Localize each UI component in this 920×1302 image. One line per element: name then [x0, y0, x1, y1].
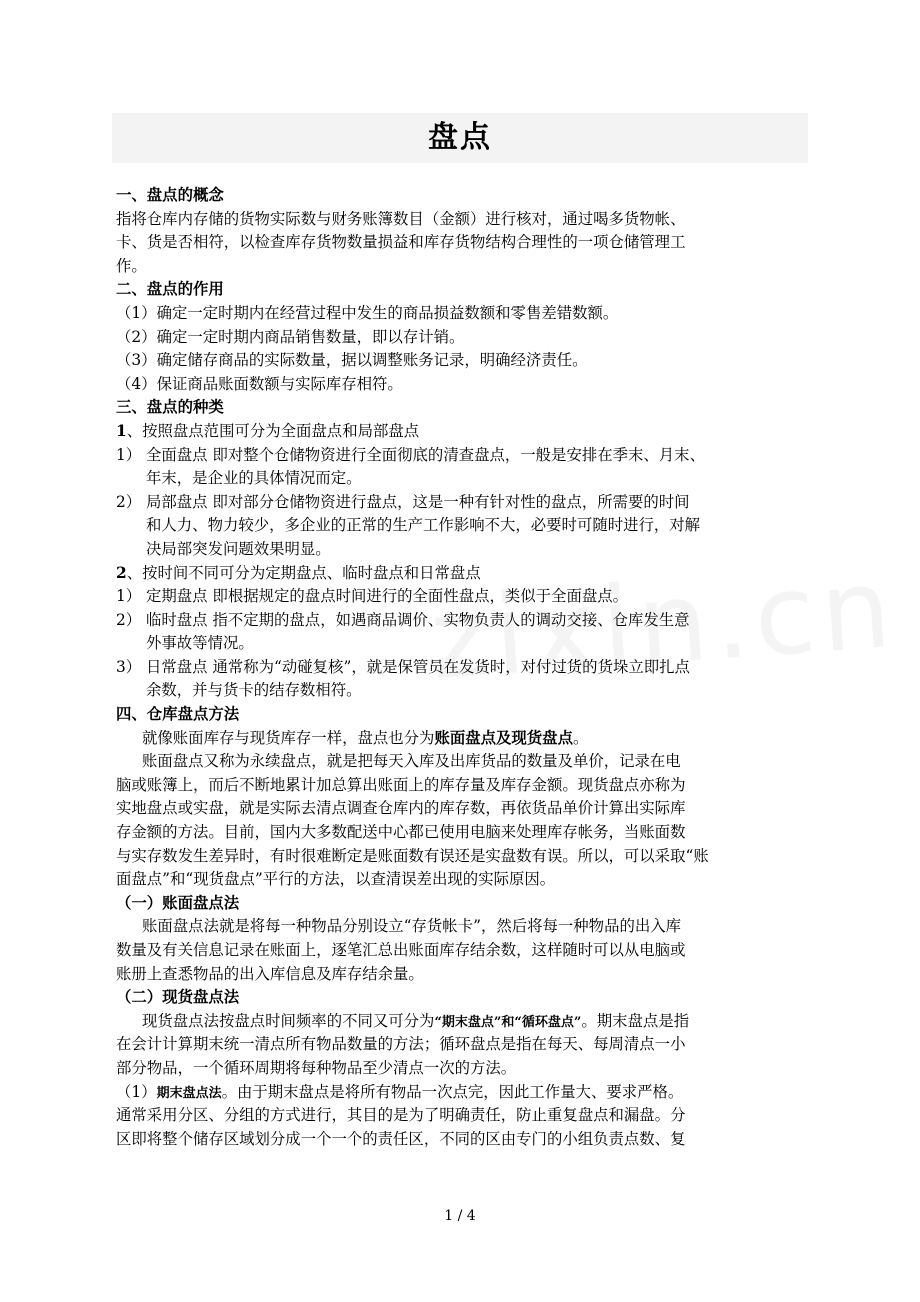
item-text: 局部盘点 即对部分仓储物资进行盘点，这是一种有针对性的盘点，所需要的时间: [146, 492, 690, 511]
item-text: 年末，是企业的具体情况而定。: [146, 469, 362, 488]
section-heading: 三、盘点的种类: [116, 398, 224, 417]
paragraph-line: 存金额的方法。目前，国内大多数配送中心都已使用电脑来处理库存帐务，当账面数: [116, 823, 686, 842]
section-heading: 一、盘点的概念: [116, 186, 224, 204]
item-number: 1）: [116, 445, 142, 464]
paragraph-line: 数量及有关信息记录在账面上，逐笔汇总出账面库存结余数，这样随时可以从电脑或: [116, 941, 686, 959]
list-item: [116, 585, 812, 609]
paragraph-line: 部分物品，一个循环周期将每种物品至少清点一次的方法。: [116, 1058, 517, 1077]
list-item: （1）确定一定时期内在经营过程中发生的商品损益数额和零售差错数额。: [116, 303, 619, 322]
paragraph-line: 实地盘点或实盘，就是实际去清点调查仓库内的库存数，再依货品单价计算出实际库: [116, 799, 686, 818]
item-text: 临时盘点 指不定期的盘点，如遇商品调价、实物负责人的调动交接、仓库发生意: [146, 610, 690, 629]
list-item: [116, 656, 812, 703]
paragraph-line: 在会计计算期末统一清点所有物品数量的方法；循环盘点是指在每天、每周清点一小: [116, 1035, 686, 1054]
page-title: 盘点: [428, 120, 492, 155]
paragraph-line: [116, 727, 812, 751]
item-text: 决局部突发问题效果明显。: [146, 539, 331, 558]
list-item: [116, 444, 812, 491]
page-number: 1 / 4: [444, 1208, 476, 1224]
item-number: 3）: [116, 657, 142, 676]
subsection-heading: （一）账面盘点法: [116, 893, 240, 912]
section-heading: 二、盘点的作用: [116, 280, 224, 299]
item-text: 日常盘点 通常称为“动碰复核”，就是保管员在发货时，对付过货的货垛立即扎点: [146, 657, 690, 676]
item-text: 余数，并与货卡的结存数相符。: [146, 681, 362, 700]
list-item: （4）保证商品账面数额与实际库存相符。: [116, 374, 403, 393]
paragraph-line: 面盘点”和“现货盘点”平行的方法，以查清误差出现的实际原因。: [116, 870, 556, 889]
item-text: 外事故等情况。: [146, 634, 254, 653]
emphasis-text: “期末盘点”和“循环盘点”: [434, 1014, 582, 1030]
item-number: 2）: [116, 492, 142, 511]
document-body: [116, 184, 812, 1151]
item-number: 1）: [116, 587, 142, 606]
subsection-heading: （二）现货盘点法: [116, 988, 240, 1007]
list-item: （2）确定一定时期内商品销售数量，即以存计销。: [116, 327, 465, 346]
paragraph-line: 账面盘点又称为永续盘点，就是把每天入库及出库货品的数量及单价，记录在电: [142, 752, 681, 771]
emphasis-text: 账面盘点及现货盘点: [434, 728, 573, 747]
text-run: 。: [572, 728, 589, 747]
section-heading: 四、仓库盘点方法: [116, 705, 240, 724]
paragraph-line: 脑或账簿上，而后不断地累计加总算出账面上的库存量及库存金额。现货盘点亦称为: [116, 775, 686, 794]
item-number: 2）: [116, 610, 142, 629]
paragraph-line: 卡、货是否相符，以检查库存货物数量损益和库存货物结构合理性的一项仓储管理工: [116, 233, 686, 252]
item-text: 定期盘点 即根据规定的盘点时间进行的全面性盘点，类似于全面盘点。: [146, 587, 629, 606]
text-run: 就像账面库存与现货库存一样，盘点也分为: [142, 728, 435, 747]
sub-heading-number: 2: [116, 563, 127, 582]
sub-heading-number: 1: [116, 421, 127, 440]
paragraph-line: 作。: [116, 256, 147, 275]
list-item: [116, 491, 812, 562]
emphasis-text: 期末盘点法: [156, 1085, 222, 1101]
sub-heading: [116, 420, 812, 444]
sub-heading: [116, 562, 812, 586]
text-run: 。由于期末盘点是将所有物品一次点完，因此工作量大、要求严格。: [221, 1082, 684, 1101]
paragraph-line: 通常采用分区、分组的方式进行，其目的是为了明确责任，防止重复盘点和漏盘。分: [116, 1106, 686, 1125]
paragraph-line: [116, 1010, 812, 1034]
paragraph-line: 区即将整个储存区域划分成一个一个的责任区，不同的区由专门的小组负责点数、复: [116, 1129, 686, 1148]
paragraph-line: 与实存数发生差异时，有时很难断定是账面数有误还是实盘数有误。所以，可以采取“账: [116, 846, 709, 865]
item-number: （1）: [116, 1082, 157, 1101]
paragraph-line: 指将仓库内存储的货物实际数与财务账簿数目（金额）进行核对，通过喝多货物帐、: [116, 209, 686, 228]
text-run: 现货盘点法按盘点时间频率的不同又可分为: [142, 1011, 435, 1030]
list-item: [116, 609, 812, 656]
sub-heading-text: 、按时间不同可分为定期盘点、临时盘点和日常盘点: [126, 563, 481, 582]
paragraph-line: [116, 1081, 812, 1105]
paragraph-line: 账面盘点法就是将每一种物品分别设立“存货帐卡”，然后将每一种物品的出入库: [142, 917, 682, 936]
item-text: 全面盘点 即对整个仓储物资进行全面彻底的清查盘点，一般是安排在季末、月末、: [146, 445, 705, 464]
list-item: （3）确定储存商品的实际数量，据以调整账务记录，明确经济责任。: [116, 351, 588, 370]
sub-heading-text: 、按照盘点范围可分为全面盘点和局部盘点: [126, 421, 420, 440]
item-text: 和人力、物力较少，多企业的正常的生产工作影响不大，必要时可随时进行，对解: [146, 516, 701, 535]
paragraph-line: 账册上查悉物品的出入库信息及库存结余量。: [116, 964, 424, 983]
text-run: 。期末盘点是指: [581, 1011, 690, 1030]
